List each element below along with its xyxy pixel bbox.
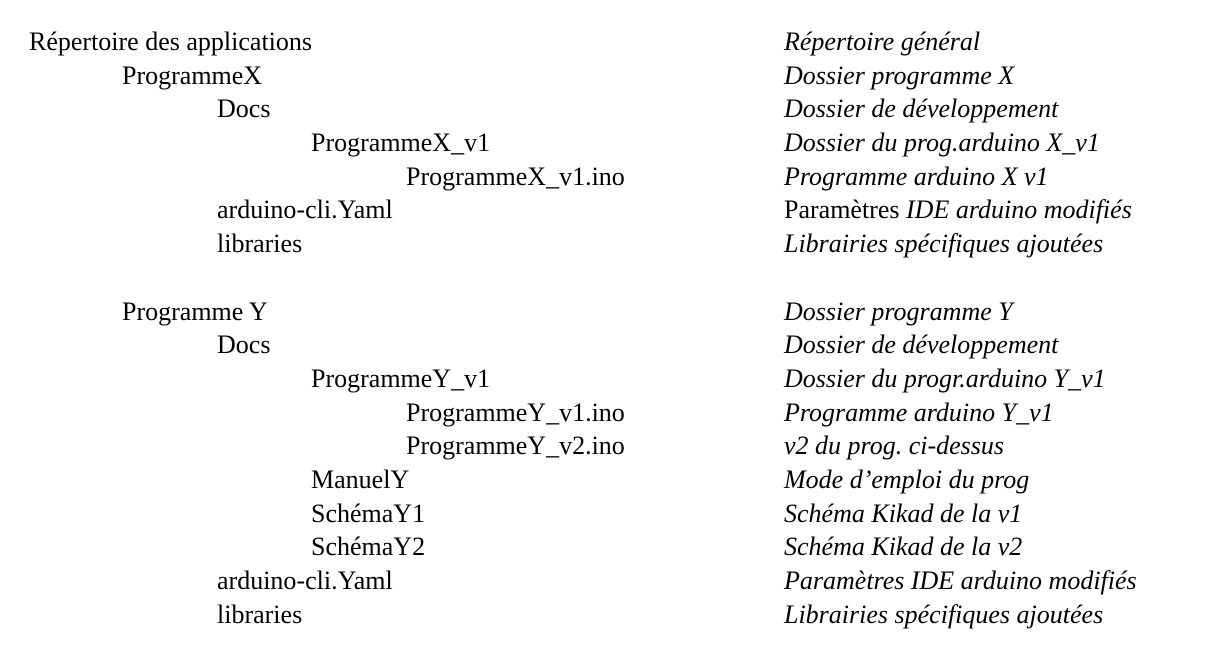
- tree-row: [0, 497, 1219, 531]
- folder-description: [784, 362, 1106, 396]
- description-italic: Mode d’emploi du prog: [784, 464, 1030, 494]
- description-italic: Schéma Kikad de la v2: [784, 532, 1023, 562]
- folder-name: libraries: [217, 229, 303, 259]
- description-italic: Dossier programme X: [784, 60, 1015, 90]
- tree-row: [0, 463, 1219, 497]
- folder-name: ProgrammeY_v1: [311, 363, 491, 393]
- description-italic: Dossier programme Y: [784, 296, 1013, 326]
- file-name: SchémaY2: [311, 532, 426, 562]
- file-description: [784, 463, 1029, 497]
- description-italic: IDE arduino modifiés: [906, 195, 1132, 225]
- description-plain: Paramètres: [784, 195, 907, 225]
- tree-row: [0, 295, 1219, 329]
- tree-row: [0, 126, 1219, 160]
- tree-row: [0, 328, 1219, 362]
- folder-description: [784, 59, 1014, 93]
- description-italic: Programme arduino Y_v1: [784, 397, 1054, 427]
- tree-row: [0, 530, 1219, 564]
- tree-row: [0, 598, 1219, 632]
- description-italic: Paramètres IDE arduino modifiés: [784, 566, 1137, 595]
- folder-name: Répertoire des applications: [29, 27, 313, 56]
- folder-description: [784, 328, 1058, 362]
- tree-row: [0, 396, 1219, 430]
- tree-row: [0, 92, 1219, 126]
- file-name: SchémaY1: [311, 498, 426, 528]
- description-italic: Programme arduino X v1: [784, 161, 1049, 191]
- tree-row: [0, 429, 1219, 463]
- file-name: arduino-cli.Yaml: [217, 195, 393, 225]
- tree-row: [0, 564, 1219, 598]
- folder-description: [784, 227, 1103, 261]
- description-italic: Dossier du prog.arduino X_v1: [784, 128, 1100, 158]
- folder-description: [784, 598, 1103, 632]
- description-italic: Librairies spécifiques ajoutées: [784, 599, 1104, 629]
- folder-description: [784, 25, 980, 59]
- tree-row: [0, 227, 1219, 261]
- description-italic: Dossier du progr.arduino Y_v1: [784, 363, 1106, 393]
- file-name: arduino-cli.Yaml: [217, 566, 393, 595]
- description-italic: Répertoire général: [784, 27, 981, 56]
- folder-description: [784, 126, 1100, 160]
- folder-description: [784, 92, 1058, 126]
- file-description: [784, 160, 1049, 194]
- tree-row: [0, 193, 1219, 227]
- file-name: ProgrammeY_v1.ino: [406, 397, 625, 427]
- folder-name: ProgrammeX: [122, 60, 263, 90]
- folder-name: ProgrammeX_v1: [311, 128, 491, 158]
- folder-description: [784, 295, 1013, 329]
- file-description: [784, 193, 1132, 227]
- directory-listing: [0, 25, 1219, 631]
- tree-row-root: [0, 25, 1219, 59]
- folder-name: libraries: [217, 599, 303, 629]
- description-italic: Librairies spécifiques ajoutées: [784, 229, 1104, 259]
- description-italic: Dossier de développement: [784, 94, 1059, 124]
- description-italic: Dossier de développement: [784, 330, 1059, 360]
- file-name: ProgrammeX_v1.ino: [406, 161, 625, 191]
- file-description: [784, 396, 1054, 430]
- file-description: [784, 429, 1004, 463]
- folder-name: Programme Y: [122, 296, 268, 326]
- file-description: [784, 497, 1022, 531]
- description-italic: v2 du prog. ci-dessus: [784, 431, 1005, 461]
- blank-row: [0, 261, 1219, 295]
- tree-row: [0, 362, 1219, 396]
- tree-row: [0, 59, 1219, 93]
- folder-name: Docs: [217, 330, 271, 360]
- file-description: [784, 530, 1022, 564]
- file-name: ManuelY: [311, 464, 410, 494]
- folder-name: Docs: [217, 94, 271, 124]
- file-description: [784, 564, 1137, 598]
- file-name: ProgrammeY_v2.ino: [406, 431, 625, 461]
- description-italic: Schéma Kikad de la v1: [784, 498, 1023, 528]
- tree-row: [0, 160, 1219, 194]
